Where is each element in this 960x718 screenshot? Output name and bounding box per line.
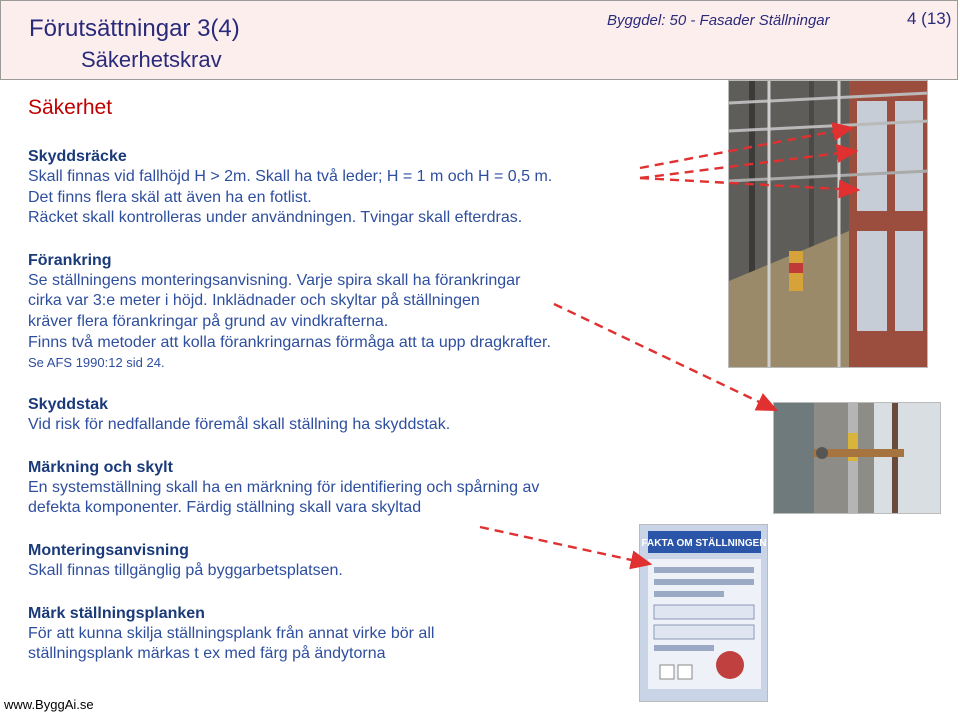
course-label: Byggdel: 50 - Fasader Ställningar [607, 12, 830, 29]
block-line: Skall finnas tillgänglig på byggarbetsplatsen. [28, 561, 343, 579]
block-mark-planken [28, 604, 648, 665]
footer-url: www.ByggAi.se [4, 697, 94, 712]
block-line: Skall finnas vid fallhöjd H > 2m. Skall ha två leder; H = 1 m och H = 0,5 m. [28, 168, 553, 185]
scaffold-sign-photo [639, 524, 768, 702]
block-heading: Skyddstak [28, 396, 109, 414]
block-line: Det finns flera skäl att även ha en fotlist. [28, 188, 312, 206]
block-line: En systemställning skall ha en märkning för identifiering och spårning av [28, 478, 540, 496]
block-note: Se AFS 1990:12 sid 24. [28, 355, 165, 371]
block-line: kräver flera förankringar på grund av vindkrafterna. [28, 312, 389, 330]
slide-header [0, 0, 958, 80]
content-body [28, 147, 648, 665]
block-skyddstak [28, 395, 648, 436]
block-heading: Skyddsräcke [28, 148, 127, 165]
sign-title: FAKTA OM STÄLLNINGEN [641, 538, 767, 549]
section-title: Säkerhet [28, 96, 113, 119]
block-line: För att kunna skilja ställningsplank från annat virke bör all [28, 624, 435, 642]
page-number: 4 (13) [907, 9, 952, 28]
block-line: defekta komponenter. Färdig ställning skall vara skyltad [28, 499, 422, 517]
block-skyddsracke [28, 147, 648, 229]
block-line: Vid risk för nedfallande föremål skall ställning ha skyddstak. [28, 416, 451, 434]
block-heading: Märkning och skylt [28, 458, 173, 476]
block-line: Se ställningens monteringsanvisning. Varje spira skall ha förankringar [28, 271, 521, 289]
block-markning [28, 458, 648, 519]
block-heading: Märk ställningsplanken [28, 604, 205, 622]
sign-illustration [640, 525, 768, 702]
block-line: Finns två metoder att kolla förankringarnas förmåga att ta upp dragkrafter. [28, 333, 551, 351]
anchoring-photo [773, 402, 941, 514]
block-line: Räcket skall kontrolleras under användningen. Tvingar skall efterdras. [28, 209, 523, 227]
slide-title: Förutsättningar 3(4) [29, 15, 240, 42]
scaffold-railing-photo [728, 80, 928, 368]
block-monteringsanvisning [28, 541, 648, 582]
block-heading: Förankring [28, 251, 112, 269]
block-heading: Monteringsanvisning [28, 541, 189, 559]
scaffold-photo-illustration [729, 81, 928, 368]
slide-subtitle: Säkerhetskrav [81, 47, 222, 72]
block-line: ställningsplank märkas t ex med färg på ändytorna [28, 645, 386, 663]
block-forankring [28, 251, 648, 373]
anchoring-photo-illustration [774, 403, 941, 514]
block-line: cirka var 3:e meter i höjd. Inklädnader och skyltar på ställningen [28, 292, 480, 310]
